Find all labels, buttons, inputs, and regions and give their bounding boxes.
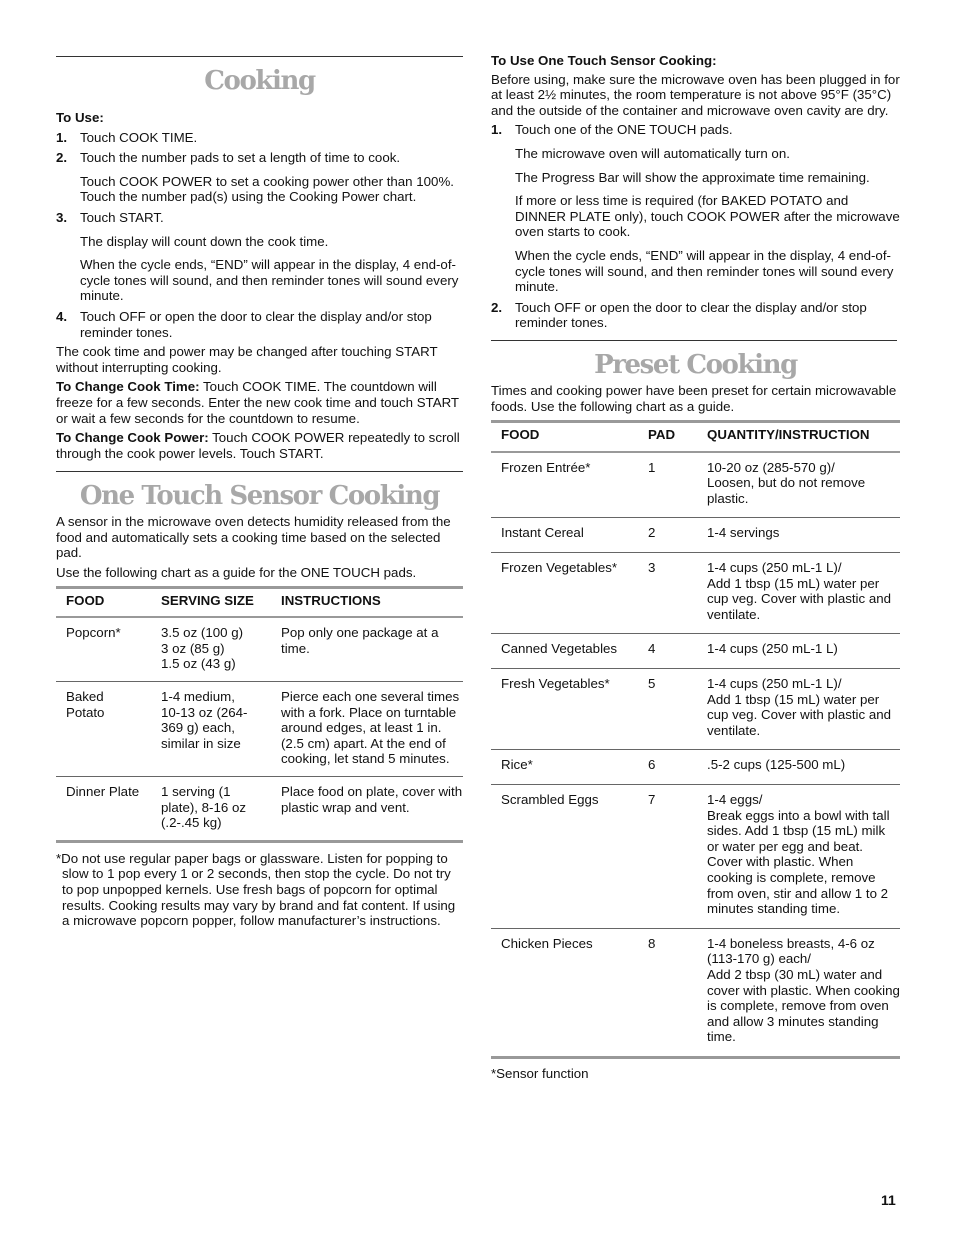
table-row xyxy=(491,553,900,634)
table-bottom-rule xyxy=(56,840,463,843)
right-column xyxy=(491,0,900,1082)
step-text: The Progress Bar will show the approximate time remaining. xyxy=(515,169,870,185)
section-divider xyxy=(56,56,463,57)
table-cell: 3.5 oz (100 g) 3 oz (85 g) 1.5 oz (43 g) xyxy=(151,617,271,681)
one-touch-table xyxy=(56,589,463,840)
change-power-label: To Change Cook Power: xyxy=(56,430,209,446)
step-text: Touch the number pads to set a length of time to cook. xyxy=(80,150,401,166)
column-header: QUANTITY/INSTRUCTION xyxy=(707,427,870,443)
table-row xyxy=(491,928,900,1056)
change-time-label: To Change Cook Time: xyxy=(56,379,200,395)
step-number: 1. xyxy=(491,122,503,138)
table-cell: 1-4 eggs/ Break eggs into a bowl with tall sides. Add 1 tbsp (15 mL) milk or water per egg and beat. Cover with plastic. When cooking is complete, remove from oven, stir and allow 1 to 2 minutes standing time. xyxy=(697,785,900,929)
column-header: FOOD xyxy=(66,592,105,608)
table-cell: 1-4 medium, 10-13 oz (264- 369 g) each, similar in size xyxy=(151,682,271,777)
one-touch-intro: A sensor in the microwave oven detects humidity released from the food and automatically sets a cooking time based on the selected pad. xyxy=(56,514,451,561)
table-cell: 5 xyxy=(638,669,697,750)
step-item xyxy=(56,309,463,340)
preset-intro: Times and cooking power have been preset for certain microwavable foods. Use the following chart as a guide. xyxy=(491,382,897,414)
step-number: 4. xyxy=(56,308,68,324)
step-number: 2. xyxy=(56,150,68,166)
table-row xyxy=(491,452,900,518)
table-cell: 7 xyxy=(638,785,697,929)
table-cell: 1-4 boneless breasts, 4-6 oz (113-170 g) each/ Add 2 tbsp (30 mL) water and cover with plastic. When cooking is complete, remove from oven and allow 3 minutes standing time. xyxy=(697,928,900,1056)
page-number: 11 xyxy=(881,1192,896,1208)
step-text: Touch COOK TIME. xyxy=(80,129,198,145)
table-cell: 4 xyxy=(638,634,697,669)
table-row xyxy=(56,777,463,840)
table-cell: Frozen Vegetables* xyxy=(491,553,638,634)
table-cell: 10-20 oz (285-570 g)/ Loosen, but do not remove plastic. xyxy=(697,452,900,518)
step-text: Touch COOK POWER to set a cooking power other than 100%. Touch the number pad(s) using the Cooking Power chart. xyxy=(80,173,454,205)
table-cell: Pop only one package at a time. xyxy=(271,617,463,681)
table-cell: 1-4 servings xyxy=(697,518,900,553)
table-cell: Scrambled Eggs xyxy=(491,785,638,929)
table-cell: 1 xyxy=(638,452,697,518)
table-cell: Canned Vegetables xyxy=(491,634,638,669)
table-row xyxy=(491,750,900,785)
preset-footnote: *Sensor function xyxy=(491,1065,589,1081)
change-time-text: Touch COOK TIME. The countdown will freeze for a few seconds. Enter the new cook time and touch START or wait a few seconds for the countdown to resume. xyxy=(56,379,459,426)
table-cell: 1-4 cups (250 mL-1 L) xyxy=(697,634,900,669)
table-cell: Place food on plate, cover with plastic wrap and vent. xyxy=(271,777,463,840)
sensor-steps xyxy=(491,122,900,331)
column-header: INSTRUCTIONS xyxy=(281,592,381,608)
preset-table xyxy=(491,423,900,1056)
table-row xyxy=(56,682,463,777)
table-cell: Popcorn* xyxy=(56,617,151,681)
step-text: If more or less time is required (for BAKED POTATO and DINNER PLATE only), touch COOK POWER after the microwave oven starts to cook. xyxy=(515,193,900,240)
column-header: PAD xyxy=(648,427,676,443)
step-item xyxy=(56,210,463,304)
table-cell: .5-2 cups (125-500 mL) xyxy=(697,750,900,785)
cooking-title: Cooking xyxy=(204,66,315,96)
table-cell: Rice* xyxy=(491,750,638,785)
sensor-use-intro: Before using, make sure the microwave oven has been plugged in for at least 2½ minutes, the room temperature is not above 95°F (35°C) and the outside of the container and microwave oven cavity are dry. xyxy=(491,71,900,118)
preset-title: Preset Cooking xyxy=(594,349,797,380)
change-note: The cook time and power may be changed after touching START without interrupting cooking. xyxy=(56,344,438,375)
step-item xyxy=(491,122,900,294)
cooking-steps xyxy=(56,130,463,341)
one-touch-title: One Touch Sensor Cooking xyxy=(79,481,440,512)
table-row xyxy=(56,617,463,681)
section-divider xyxy=(56,471,463,472)
table-row xyxy=(491,634,900,669)
table-cell: 3 xyxy=(638,553,697,634)
table-cell: Dinner Plate xyxy=(56,777,151,840)
change-power-text: Touch COOK POWER repeatedly to scroll through the cook power levels. Touch START. xyxy=(56,430,460,461)
table-cell: 2 xyxy=(638,518,697,553)
column-header: FOOD xyxy=(501,427,540,443)
table-cell: Baked Potato xyxy=(56,682,151,777)
step-text: Touch one of the ONE TOUCH pads. xyxy=(515,122,733,138)
table-cell: Chicken Pieces xyxy=(491,928,638,1056)
step-text: When the cycle ends, “END” will appear in the display, 4 end-of-cycle tones will sound, and then reminder tones will sound every minute. xyxy=(80,257,459,304)
table-cell: Frozen Entrée* xyxy=(491,452,638,518)
to-use-heading: To Use: xyxy=(56,110,104,125)
table-cell: Pierce each one several times with a fork. Place on turntable around edges, at least 1 in. (2.5 cm) apart. At the end of cooking, let stand 5 minutes. xyxy=(271,682,463,777)
step-number: 1. xyxy=(56,129,68,145)
one-touch-footnote: *Do not use regular paper bags or glassware. Listen for popping to slow to 1 pop every 1 or 2 seconds, then stop the cycle. Do not try to pop unpopped kernels. Use fresh bags of popcorn for optimal results. Cooking results may vary by brand and fat content. If using a microwave popcorn popper, follow manufacturer’s instructions. xyxy=(56,850,456,929)
table-cell: 1 serving (1 plate), 8-16 oz (.2-.45 kg) xyxy=(151,777,271,840)
table-row xyxy=(491,785,900,929)
column-header: SERVING SIZE xyxy=(161,592,254,608)
table-cell: 1-4 cups (250 mL-1 L)/ Add 1 tbsp (15 mL) water per cup veg. Cover with plastic and ventilate. xyxy=(697,669,900,750)
step-text: The microwave oven will automatically turn on. xyxy=(515,145,790,161)
table-cell: 1-4 cups (250 mL-1 L)/ Add 1 tbsp (15 mL) water per cup veg. Cover with plastic and ventilate. xyxy=(697,553,900,634)
section-divider xyxy=(491,340,897,341)
step-number: 3. xyxy=(56,209,68,225)
step-text: Touch START. xyxy=(80,209,164,225)
table-bottom-rule xyxy=(491,1056,900,1059)
step-item xyxy=(491,300,900,331)
step-item xyxy=(56,150,463,205)
table-cell: Fresh Vegetables* xyxy=(491,669,638,750)
table-header-row xyxy=(56,589,463,618)
step-text: The display will count down the cook time. xyxy=(80,233,329,249)
step-item xyxy=(56,130,463,146)
step-text: Touch OFF or open the door to clear the display and/or stop reminder tones. xyxy=(515,299,867,331)
left-column xyxy=(56,0,463,929)
table-cell: Instant Cereal xyxy=(491,518,638,553)
sensor-use-heading: To Use One Touch Sensor Cooking: xyxy=(491,53,717,68)
step-text: When the cycle ends, “END” will appear in the display, 4 end-of-cycle tones will sound, and then reminder tones will sound every minute. xyxy=(515,247,894,295)
table-header-row xyxy=(491,423,900,452)
change-power-paragraph xyxy=(56,430,463,461)
table-row xyxy=(491,669,900,750)
change-time-paragraph xyxy=(56,379,463,426)
table-row xyxy=(491,518,900,553)
step-text: Touch OFF or open the door to clear the display and/or stop reminder tones. xyxy=(80,308,432,340)
table-cell: 8 xyxy=(638,928,697,1056)
one-touch-guide: Use the following chart as a guide for the ONE TOUCH pads. xyxy=(56,565,417,581)
table-cell: 6 xyxy=(638,750,697,785)
step-number: 2. xyxy=(491,299,503,315)
